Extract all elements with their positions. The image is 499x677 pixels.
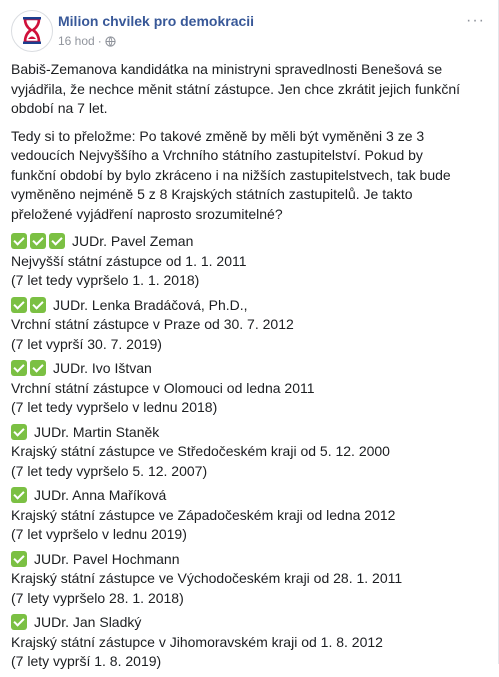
white-check-mark-icon: [11, 487, 27, 503]
post-text-line: přeložené vyjádření naprosto srozumitelné?: [11, 205, 283, 222]
entry-title-line: [11, 613, 481, 633]
post-text-line: Tedy si to přeložme: Po takové změně by měli být vyměněni 3 ze 3: [11, 127, 425, 144]
prosecutor-role: Krajský státní zástupce ve Východočeském kraji od 28. 1. 2011: [11, 570, 403, 586]
prosecutor-role: Krajský státní zástupce v Jihomoravském kraji od 1. 8. 2012: [11, 633, 383, 650]
prosecutor-name: JUDr. Martin Staněk: [34, 423, 160, 440]
prosecutor-role: Krajský státní zástupce ve Středočeském kraji od 5. 12. 2000: [11, 443, 390, 459]
post-header: [11, 10, 489, 54]
white-check-mark-icon: [30, 297, 46, 313]
entry-title-line: [11, 486, 481, 506]
meta-separator: ·: [97, 34, 102, 48]
check-marks: [11, 551, 30, 567]
post-meta: [58, 34, 116, 48]
prosecutor-name: JUDr. Pavel Hochmann: [34, 550, 180, 567]
post-timestamp[interactable]: 16 hod: [58, 34, 95, 48]
prosecutor-role: Vrchní státní zástupce v Praze od 30. 7. 2012: [11, 316, 294, 332]
white-check-mark-icon: [30, 360, 46, 376]
entry-title-line: [11, 550, 481, 570]
prosecutor-entry: [11, 550, 481, 609]
post-text-line: vyjádřila, že nechce měnit státní zástupce. Jen chce zkrátit jejich funkční: [11, 80, 460, 97]
page-avatar[interactable]: [11, 10, 53, 52]
prosecutor-entry: [11, 486, 481, 545]
page-name-link[interactable]: Milion chvilek pro demokracii: [58, 13, 255, 29]
entry-title-line: [11, 232, 481, 252]
post-text-line: vedoucích Nejvyššího a Vrchního státního zastupitelství. Pokud by: [11, 147, 423, 163]
post-text-line: období na 7 let.: [11, 100, 108, 116]
check-marks: [11, 233, 68, 249]
white-check-mark-icon: [11, 614, 27, 630]
hourglass-logo-icon: [12, 11, 52, 51]
check-marks: [11, 360, 49, 376]
prosecutor-name: JUDr. Lenka Bradáčová, Ph.D.,: [53, 296, 248, 313]
entry-title-line: [11, 296, 481, 316]
white-check-mark-icon: [11, 424, 27, 440]
prosecutor-term-note: (7 lety vyprší 1. 8. 2019): [11, 653, 162, 669]
post-text-line: vyměněno nejméně 5 z 8 Krajských státních zastupitelů. Je takto: [11, 186, 413, 202]
post-paragraph: [11, 127, 481, 225]
white-check-mark-icon: [30, 233, 46, 249]
prosecutor-term-note: (7 let vypršelo v lednu 2019): [11, 526, 187, 542]
check-marks: [11, 424, 30, 440]
post-text-line: funkční období by bylo zkráceno i na nižších zastupitelstvech, tak bude: [11, 166, 451, 183]
prosecutor-entry: [11, 232, 481, 291]
prosecutor-name: JUDr. Jan Sladký: [34, 614, 142, 630]
check-marks: [11, 614, 30, 630]
prosecutor-term-note: (7 let tedy vypršelo 5. 12. 2007): [11, 462, 208, 479]
white-check-mark-icon: [49, 233, 65, 249]
white-check-mark-icon: [11, 233, 27, 249]
prosecutor-entry: [11, 296, 481, 355]
white-check-mark-icon: [11, 551, 27, 567]
entry-title-line: [11, 423, 481, 443]
more-options-icon[interactable]: ···: [466, 12, 485, 29]
prosecutor-role: Vrchní státní zástupce v Olomouci od ledna 2011: [11, 379, 315, 396]
prosecutor-term-note: (7 let tedy vypršelo v lednu 2018): [11, 399, 218, 415]
prosecutor-role: Krajský státní zástupce ve Západočeském kraji od ledna 2012: [11, 506, 396, 523]
post-text-line: Babiš-Zemanova kandidátka na ministryni spravedlnosti Benešová se: [11, 61, 443, 77]
prosecutor-name: JUDr. Anna Maříková: [34, 487, 167, 503]
prosecutor-term-note: (7 lety vypršelo 28. 1. 2018): [11, 589, 184, 606]
prosecutor-name: JUDr. Ivo Ištvan: [53, 360, 152, 376]
white-check-mark-icon: [11, 297, 27, 313]
prosecutor-entry: [11, 359, 481, 418]
prosecutor-entry: [11, 423, 481, 482]
post-body: [11, 60, 481, 677]
entry-title-line: [11, 359, 481, 379]
prosecutor-entry: [11, 613, 481, 672]
white-check-mark-icon: [11, 360, 27, 376]
prosecutor-role: Nejvyšší státní zástupce od 1. 1. 2011: [11, 252, 247, 269]
check-marks: [11, 297, 49, 313]
prosecutor-term-note: (7 let vyprší 30. 7. 2019): [11, 335, 162, 352]
post-paragraph: [11, 60, 481, 119]
prosecutor-name: JUDr. Pavel Zeman: [72, 233, 194, 249]
prosecutor-term-note: (7 let tedy vypršelo 1. 1. 2018): [11, 272, 200, 288]
globe-icon: [105, 36, 116, 47]
check-marks: [11, 487, 30, 503]
